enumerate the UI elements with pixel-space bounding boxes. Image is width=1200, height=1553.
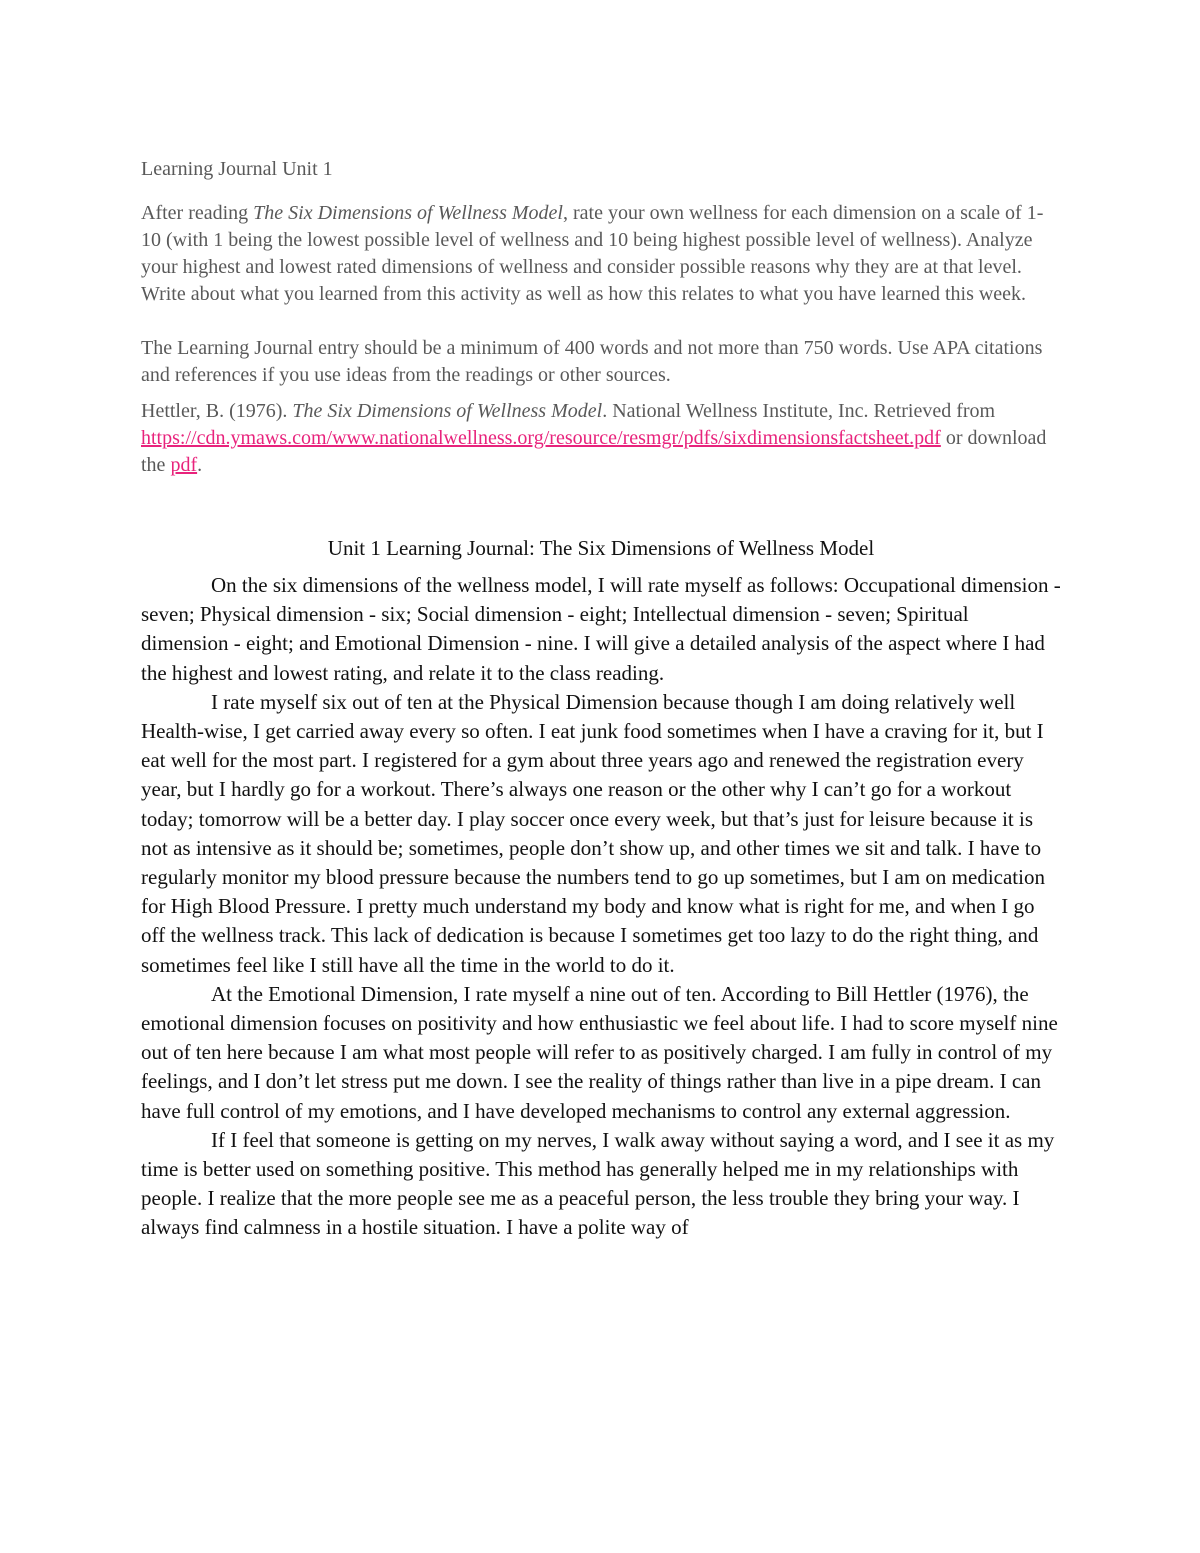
prompt-text-rest: , rate your own wellness for each dimension on a scale of 1-10 (with 1 being the lowest possible level of wellness and 10 being highest possible level of wellness). Analyze your highest and lowest rated dimensions of wellness and consider possible reasons why they are at that level. Write about what you learned from this activity as well as how this relates to what you have learned this week. <box>141 202 1044 305</box>
reference-author: Hettler, B. (1976). <box>141 400 293 422</box>
essay-paragraph-1: On the six dimensions of the wellness model, I will rate myself as follows: Occupational dimension - seven; Physical dimension - six; Social dimension - eight; Intellectual dimension - seven; Spiritual dimension - eight; and Emotional Dimension - nine. I will give a detailed analysis of the aspect where I had the highest and lowest rating, and relate it to the class reading. <box>141 573 1061 685</box>
reference-url-link[interactable]: https://cdn.ymaws.com/www.nationalwellness.org/resource/resmgr/pdfs/sixdimensionsfactsheet.pdf <box>141 427 941 449</box>
journal-header-title: Learning Journal Unit 1 <box>141 158 333 180</box>
essay-paragraph-4: If I feel that someone is getting on my nerves, I walk away without saying a word, and I see it as my time is better used on something positive. This method has generally helped me in my relationships with people. I realize that the more people see me as a peaceful person, the less trouble they bring your way. I always find calmness in a hostile situation. I have a polite way of <box>141 1127 1055 1240</box>
prompt-reading-title: The Six Dimensions of Wellness Model <box>253 202 563 224</box>
reference-end: . <box>197 454 203 476</box>
download-pdf-link[interactable]: pdf <box>170 454 198 476</box>
essay-paragraph-3: At the Emotional Dimension, I rate myself a nine out of ten. According to Bill Hettler (1976), the emotional dimension focuses on positivity and how enthusiastic we feel about life. I had to score myself nine out of ten here because I am what most people will refer to as positively charged. I am fully in control of my feelings, and I don’t let stress put me down. I see the reality of things rather than live in a pipe dream. I can have full control of my emotions, and I have developed mechanisms to control any external aggression. <box>141 981 1058 1123</box>
reference-publisher: . National Wellness Institute, Inc. Retrieved from <box>602 400 996 422</box>
document-page <box>141 156 1061 1243</box>
essay-title: Unit 1 Learning Journal: The Six Dimensions of Wellness Model <box>327 536 875 560</box>
reference-citation <box>141 398 1061 479</box>
prompt-requirements: The Learning Journal entry should be a minimum of 400 words and not more than 750 words. Use APA citations and references if you use ideas from the readings or other sources. <box>141 337 1043 386</box>
reference-title: The Six Dimensions of Wellness Model <box>292 400 603 422</box>
prompt-text-start: After reading <box>141 202 254 224</box>
prompt-instructions <box>141 200 1061 308</box>
essay-paragraph-2: I rate myself six out of ten at the Physical Dimension because though I am doing relatively well Health-wise, I get carried away every so often. I eat junk food sometimes when I have a craving for it, but I eat well for the most part. I registered for a gym about three years ago and renewed the registration every year, but I hardly go for a workout. There’s always one reason or the other why I can’t go for a workout today; tomorrow will be a better day. I play soccer once every week, but that’s just for leisure because it is not as intensive as it should be; sometimes, people don’t show up, and other times we sit and talk. I have to regularly monitor my blood pressure because the numbers tend to go up sometimes, but I am on medication for High Blood Pressure. I pretty much understand my body and know what is right for me, and when I go off the wellness track. This lack of dedication is because I sometimes get too lazy to do the right thing, and sometimes feel like I still have all the time in the world to do it. <box>141 689 1045 977</box>
essay-body <box>141 571 1061 1243</box>
reference-or-text: or download the <box>141 427 1047 476</box>
